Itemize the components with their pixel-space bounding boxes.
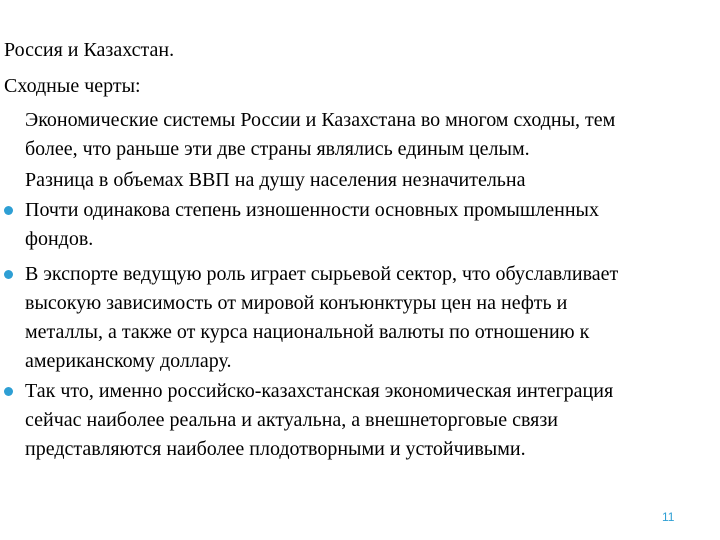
bullet-line: сейчас наиболее реальна и актуальна, а внешнеторговые связи	[25, 409, 558, 431]
page-number: 11	[662, 510, 675, 524]
bullet-line: фондов.	[25, 228, 94, 250]
slide-title-line-2: Сходные черты:	[4, 75, 141, 97]
bullet-item-export	[25, 260, 715, 376]
bullet-line: Так что, именно российско-казахстанская экономическая интеграция	[25, 380, 614, 402]
bullet-line: представляются наиболее плодотворными и устойчивыми.	[25, 438, 526, 460]
bullet-item-wear	[25, 196, 715, 254]
bullet-line: металлы, а также от курса национальной валюты по отношению к	[25, 321, 590, 343]
slide-title-line-1: Россия и Казахстан.	[4, 39, 175, 61]
bullet-dot-icon	[4, 270, 13, 279]
bullet-dot-icon	[4, 206, 13, 215]
paragraph-line: Экономические системы России и Казахстана во многом сходны, тем	[25, 109, 616, 131]
bullet-line: высокую зависимость от мировой конъюнктуры цен на нефть и	[25, 292, 568, 314]
bullet-line: американскому доллару.	[25, 350, 232, 372]
paragraph-economic-systems	[25, 106, 715, 164]
bullet-item-integration	[25, 377, 715, 464]
bullet-line: В экспорте ведущую роль играет сырьевой сектор, что обуславливает	[25, 263, 619, 285]
bullet-dot-icon	[4, 387, 13, 396]
bullet-line: Почти одинакова степень изношенности основных промышленных	[25, 199, 599, 221]
paragraph-line: Разница в объемах ВВП на душу населения незначительна	[25, 169, 526, 191]
paragraph-gdp	[25, 166, 715, 195]
paragraph-line: более, что раньше эти две страны являлись единым целым.	[25, 138, 530, 160]
